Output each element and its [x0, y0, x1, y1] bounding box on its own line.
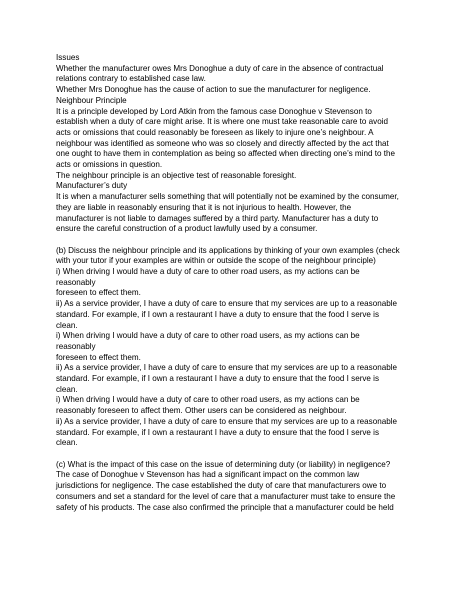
text-line: acts or omissions that could reasonably be foreseen as likely to injure one’s neighbour. A [56, 127, 374, 137]
text-line: establish when a duty of care might arise. It is where one must take reasonable care to avoid [56, 117, 389, 127]
text-line: relations contrary to established case law. [56, 74, 206, 84]
text-line: reasonably [56, 341, 96, 351]
text-line: Neighbour Principle [56, 95, 127, 105]
text-line: clean. [56, 438, 78, 448]
text-line: The neighbour principle is an objective test of reasonable foresight. [56, 170, 297, 180]
text-line: i) When driving I would have a duty of care to other road users, as my actions can be [56, 331, 360, 341]
text-line: neighbour was identified as someone who was so closely and directly affected by the act that [56, 138, 389, 148]
text-line: ensure the careful construction of a product lawfully used by a consumer. [56, 224, 318, 234]
text-line: with your tutor if your examples are within or outside the scope of the neighbour principle) [56, 256, 376, 266]
text-line: ii) As a service provider, I have a duty of care to ensure that my services are up to a reasonable [56, 363, 398, 373]
text-line: jurisdictions for negligence. The case established the duty of care that manufacturers owe to [56, 481, 387, 491]
text-line: they are liable in reasonably ensuring that it is not injurious to health. However, the [56, 202, 352, 212]
paragraph-gap [56, 235, 428, 246]
text-line: The case of Donoghue v Stevenson has had a significant impact on the common law [56, 470, 360, 480]
text-line: Whether the manufacturer owes Mrs Donoghue a duty of care in the absence of contractual [56, 63, 384, 73]
text-line: (c) What is the impact of this case on the issue of determining duty (or liability) in negligence? [56, 459, 391, 469]
document-body [56, 53, 428, 513]
text-line: (b) Discuss the neighbour principle and its applications by thinking of your own examples (check [56, 245, 400, 255]
text-line: ii) As a service provider, I have a duty of care to ensure that my services are up to a reasonable [56, 416, 398, 426]
text-line: foreseen to effect them. [56, 352, 141, 362]
text-line: manufacturer is not liable to damages suffered by a third party. Manufacturer has a duty to [56, 213, 379, 223]
text-line: It is a principle developed by Lord Atkin from the famous case Donoghue v Stevenson to [56, 106, 372, 116]
text-line: foreseen to effect them. [56, 288, 141, 298]
text-line: acts or omissions in question. [56, 160, 163, 170]
text-line: It is when a manufacturer sells something that will potentially not be examined by the consumer, [56, 192, 399, 202]
text-line: Issues [56, 53, 80, 62]
text-line: one ought to have them in contemplation as being so affected when directing one’s mind to the [56, 149, 395, 159]
paragraph-gap [56, 449, 428, 460]
text-line: consumers and set a standard for the level of care that a manufacturer must take to ensure the [56, 491, 396, 501]
text-line: safety of his products. The case also confirmed the principle that a manufacturer could be held [56, 502, 394, 512]
text-line: i) When driving I would have a duty of care to other road users, as my actions can be [56, 267, 360, 277]
text-line: standard. For example, if I own a restaurant I have a duty to ensure that the food I serve is [56, 374, 380, 384]
text-line: clean. [56, 320, 78, 330]
text-line: standard. For example, if I own a restaurant I have a duty to ensure that the food I serve is [56, 427, 380, 437]
text-line: reasonably foreseen to affect them. Other users can be considered as neighbour. [56, 406, 347, 416]
text-line: standard. For example, if I own a restaurant I have a duty to ensure that the food I serve is [56, 309, 380, 319]
text-line: i) When driving I would have a duty of care to other road users, as my actions can be [56, 395, 360, 405]
text-line: ii) As a service provider, I have a duty of care to ensure that my services are up to a reasonable [56, 299, 398, 309]
text-line: Whether Mrs Donoghue has the cause of action to sue the manufacturer for negligence. [56, 85, 371, 95]
text-line: reasonably [56, 277, 96, 287]
text-line: clean. [56, 384, 78, 394]
text-line: Manufacturer’s duty [56, 181, 128, 191]
